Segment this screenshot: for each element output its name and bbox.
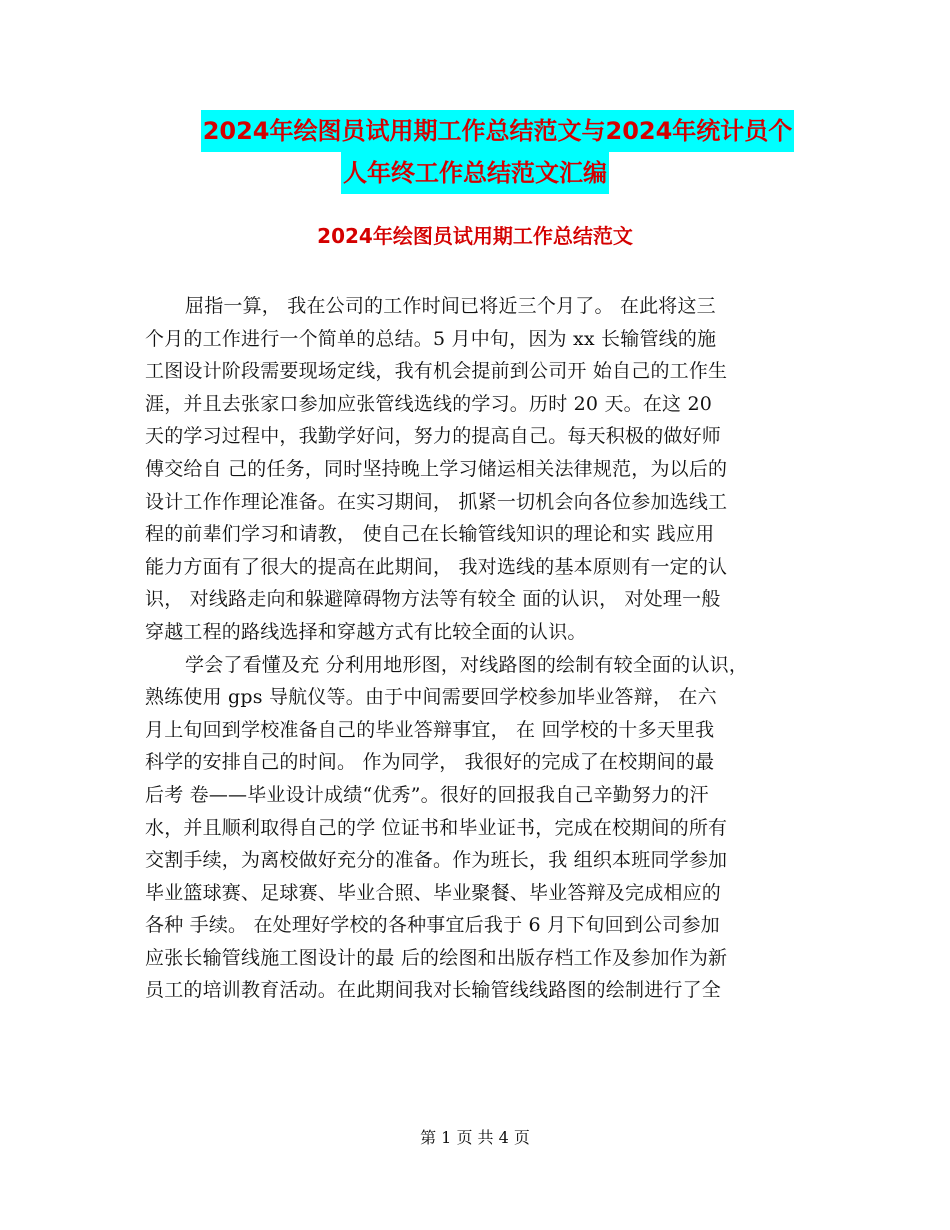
title-line-2: 人年终工作总结范文汇编 bbox=[341, 152, 609, 194]
body-line: 傅交给自 己的任务，同时坚持晚上学习储运相关法律规范，为以后的 bbox=[145, 457, 728, 480]
title-line-1: 2024年绘图员试用期工作总结范文与2024年统计员个 bbox=[201, 110, 795, 152]
document-title bbox=[0, 110, 950, 194]
section-subtitle: 2024年绘图员试用期工作总结范文 bbox=[317, 224, 633, 248]
page-footer: 第 1 页 共 4 页 bbox=[420, 1128, 530, 1147]
body-line: 程的前辈们学习和请教， 使自己在长输管线知识的理论和实 践应用 bbox=[145, 523, 715, 546]
body-line: 识， 对线路走向和躲避障碍物方法等有较全 面的认识， 对处理一般 bbox=[145, 588, 721, 611]
body-line: 熟练使用 gps 导航仪等。由于中间需要回学校参加毕业答辩， 在六 bbox=[145, 686, 717, 709]
body-line: 涯，并且去张家口参加应张管线选线的学习。历时 20 天。在这 20 bbox=[145, 392, 713, 415]
body-line: 穿越工程的路线选择和穿越方式有比较全面的认识。 bbox=[145, 620, 587, 643]
body-line: 工图设计阶段需要现场定线，我有机会提前到公司开 始自己的工作生 bbox=[145, 360, 728, 383]
body-line: 各种 手续。 在处理好学校的各种事宜后我于 6 月下旬回到公司参加 bbox=[145, 914, 720, 937]
body-line: 应张长输管线施工图设计的最 后的绘图和出版存档工作及参加作为新 bbox=[145, 946, 728, 969]
body-line: 设计工作作理论准备。在实习期间， 抓紧一切机会向各位参加选线工 bbox=[145, 490, 728, 513]
body-line: 毕业篮球赛、足球赛、毕业合照、毕业聚餐、毕业答辩及完成相应的 bbox=[145, 881, 722, 904]
body-line: 能力方面有了很大的提高在此期间， 我对选线的基本原则有一定的认 bbox=[145, 555, 728, 578]
body-line: 员工的培训教育活动。在此期间我对长输管线线路图的绘制进行了全 bbox=[145, 979, 722, 1002]
body-line: 水，并且顺利取得自己的学 位证书和毕业证书，完成在校期间的所有 bbox=[145, 816, 728, 839]
body-line: 月上旬回到学校准备自己的毕业答辩事宜， 在 回学校的十多天里我 bbox=[145, 718, 715, 741]
body-text bbox=[145, 290, 815, 1007]
body-line: 交割手续，为离校做好充分的准备。作为班长，我 组织本班同学参加 bbox=[145, 849, 728, 872]
body-line: 学会了看懂及充 分利用地形图，对线路图的绘制有较全面的认识， bbox=[185, 653, 749, 676]
body-line: 屈指一算， 我在公司的工作时间已将近三个月了。 在此将这三 bbox=[185, 295, 716, 317]
body-line: 科学的安排自己的时间。 作为同学， 我很好的完成了在校期间的最 bbox=[145, 751, 715, 774]
body-line: 后考 卷——毕业设计成绩“优秀”。很好的回报我自己辛勤努力的汗 bbox=[145, 783, 709, 806]
body-line: 个月的工作进行一个简单的总结。5 月中旬，因为 xx 长输管线的施 bbox=[145, 327, 717, 350]
body-line: 天的学习过程中，我勤学好问，努力的提高自己。每天积极的做好师 bbox=[145, 425, 722, 448]
